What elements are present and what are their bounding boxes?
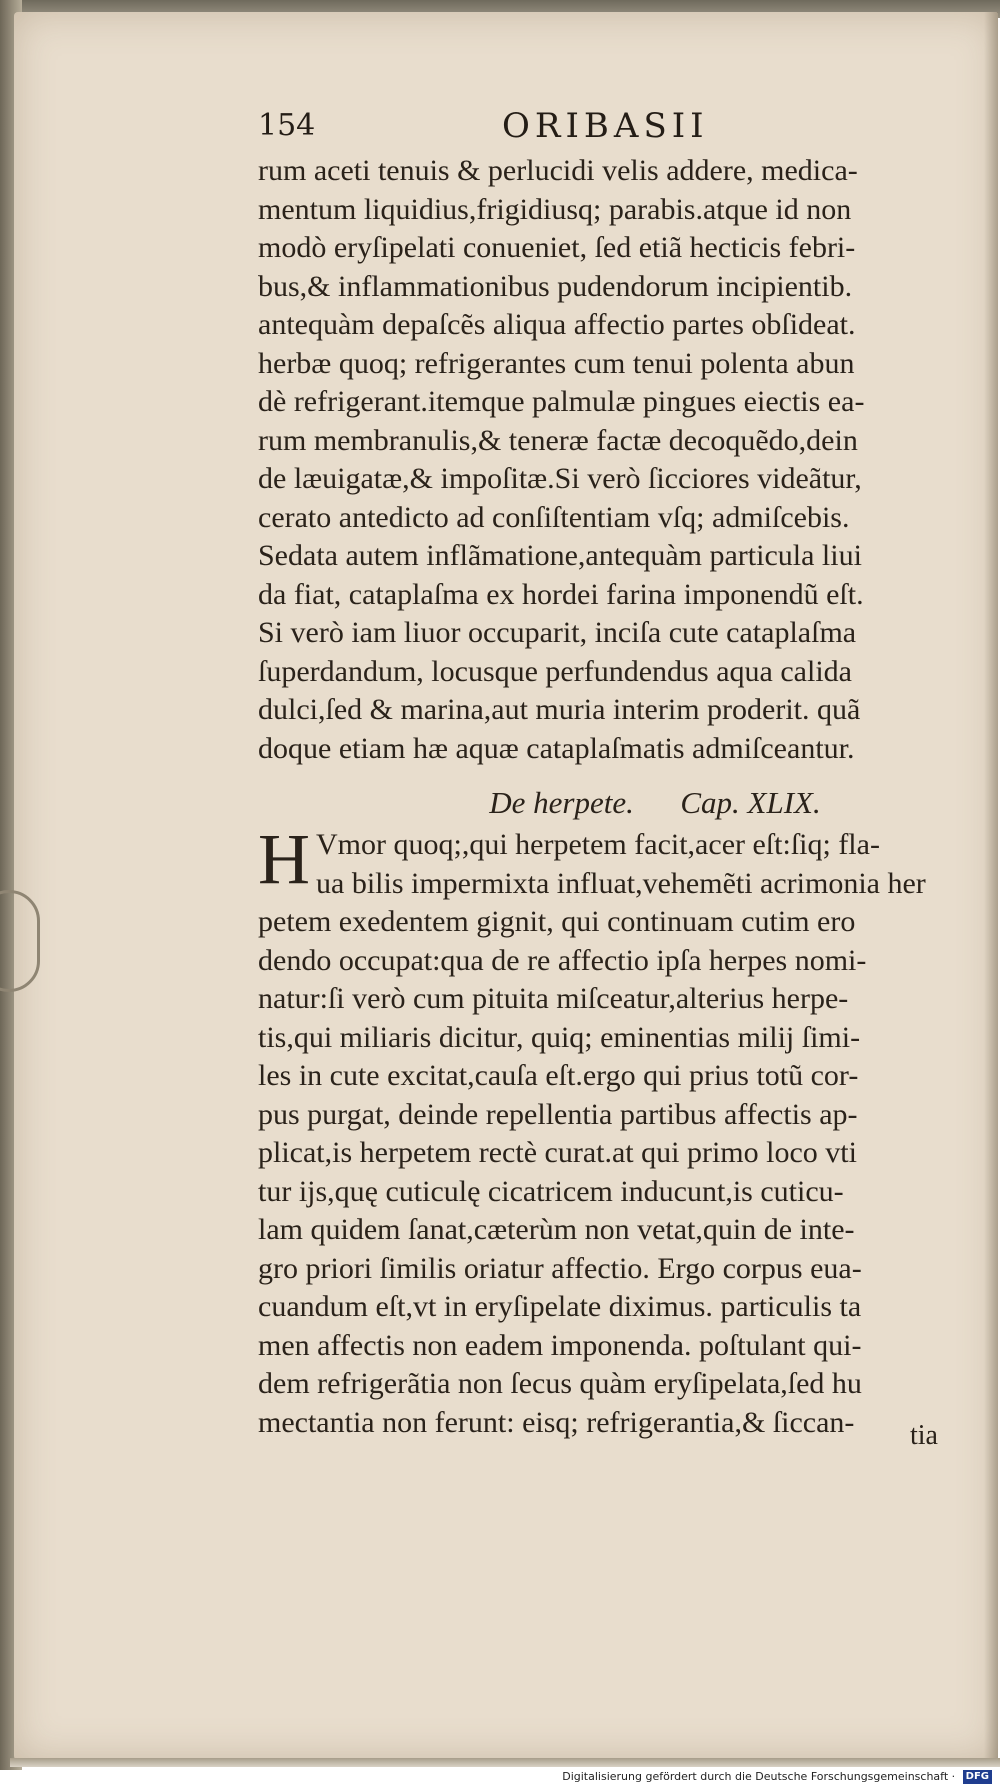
text-line: da fiat, cataplaſma ex hordei farina imponendũ eſt.: [258, 577, 864, 611]
text-line: men affectis non eadem imponenda. poſtulant qui-: [258, 1328, 862, 1362]
chapter-title: De herpete.: [489, 785, 634, 820]
text-line: de læuigatæ,& impoſitæ.Si verò ſicciores videãtur,: [258, 462, 862, 495]
text-line: antequàm depaſcẽs aliqua affectio partes obſideat.: [258, 308, 856, 341]
text-line: pus purgat, deinde repellentia partibus affectis ap-: [258, 1097, 858, 1131]
book-clasp: [0, 890, 40, 992]
text-line: les in cute excitat,cauſa eſt.ergo qui prius totũ cor-: [258, 1059, 859, 1092]
text-line: plicat,is herpetem rectè curat.at qui primo loco vti: [258, 1136, 857, 1169]
text-block: [258, 152, 962, 1442]
chapter-number: Cap. XLIX.: [680, 785, 821, 820]
text-line: gro priori ſimilis oriatur affectio. Ergo corpus eua-: [258, 1251, 862, 1285]
chapter-heading: [258, 782, 962, 824]
text-line: cuandum eſt,vt in eryſipelate diximus. particulis ta: [258, 1290, 862, 1323]
running-head: ORIBASII: [502, 106, 709, 146]
text-line: rum aceti tenuis & perlucidi velis addere, medica-: [258, 154, 858, 187]
digitization-credit: [562, 1767, 992, 1787]
text-line: tur ijs,quę cuticulę cicatricem inducunt,is cuticu-: [258, 1174, 844, 1208]
drop-cap: H: [258, 819, 310, 899]
text-line: mectantia non ferunt: eisq; refrigerantia,& ſiccan-: [258, 1405, 855, 1439]
text-line: bus,& inflammationibus pudendorum incipientib.: [258, 269, 853, 303]
text-line: modò eryſipelati conueniet, ſed etiã hecticis febri-: [258, 231, 856, 264]
text-line: dendo occupat:qua de re affectio ipſa herpes nomi-: [258, 943, 867, 977]
page-number: 154: [258, 108, 316, 143]
text-line: Vmor quoq;,qui herpetem facit,acer eſt:ſiq; fla-: [316, 828, 880, 861]
text-line: cerato antedicto ad conſiſtentiam vſq; admiſcebis.: [258, 500, 850, 534]
text-line: petem exedentem gignit, qui continuam cutim ero: [258, 905, 856, 938]
text-line: mentum liquidius,frigidiusq; parabis.atque id non: [258, 192, 852, 226]
text-line: herbæ quoq; refrigerantes cum tenui polenta abun: [258, 346, 855, 380]
text-line: doque etiam hæ aquæ cataplaſmatis admiſceantur.: [258, 731, 855, 765]
text-line: Sedata autem inflãmatione,antequàm particula liui: [258, 539, 862, 572]
credit-text: Digitalisierung gefördert durch die Deutsche Forschungsgemeinschaft ·: [562, 1770, 956, 1783]
text-line: rum membranulis,& teneræ factæ decoquẽdo,dein: [258, 423, 858, 457]
page-fore-edge: [984, 12, 998, 1760]
text-line: ſuperdandum, locusque perfundendus aqua calida: [258, 654, 852, 688]
text-line: tis,qui miliaris dicitur, quiq; eminentias milij ſimi-: [258, 1020, 861, 1054]
dfg-logo: DFG: [963, 1770, 992, 1784]
page-header: [258, 104, 958, 150]
text-line: dem refrigerãtia non ſecus quàm eryſipelata,ſed hu: [258, 1367, 862, 1400]
text-line: dè refrigerant.itemque palmulæ pingues eiectis ea-: [258, 385, 865, 418]
page-bottom-edge: [10, 1758, 1000, 1767]
text-line: Si verò iam liuor occuparit, inciſa cute cataplaſma: [258, 616, 857, 649]
text-line: dulci,ſed & marina,aut muria interim proderit. quã: [258, 693, 861, 726]
text-line: natur:ſi verò cum pituita miſceatur,alterius herpe-: [258, 982, 849, 1015]
catchword: tia: [910, 1420, 938, 1451]
text-line: lam quidem ſanat,cæterùm non vetat,quin de inte-: [258, 1213, 855, 1246]
text-line: ua bilis impermixta influat,vehemẽti acrimonia her: [316, 866, 926, 900]
